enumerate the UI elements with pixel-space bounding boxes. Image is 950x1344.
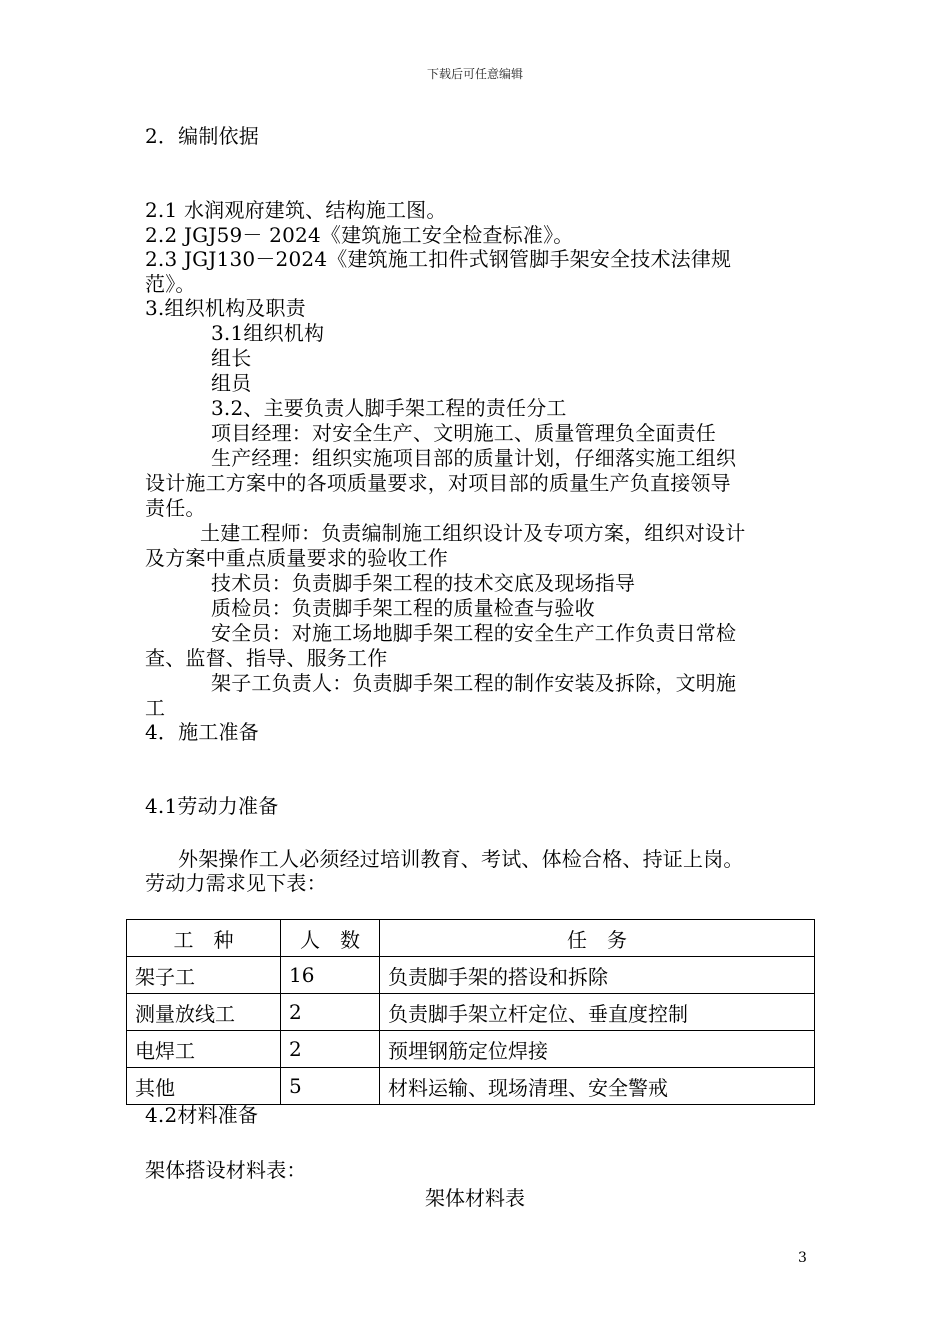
cell-task: 预埋钢筋定位焊接	[380, 1031, 815, 1068]
cell-task: 负责脚手架立杆定位、垂直度控制	[380, 994, 815, 1031]
table-row	[127, 1031, 815, 1068]
duty-production-manager-line2: 设计施工方案中的各项质量要求，对项目部的质量生产负直接领导	[145, 471, 731, 495]
duty-scaffold-leader-line2: 工	[145, 696, 166, 720]
table-row	[127, 957, 815, 994]
duty-safety-officer-line1: 安全员：对施工场地脚手架工程的安全生产工作负责日常检	[211, 621, 737, 645]
page-header: 下载后可任意编辑	[426, 67, 523, 81]
header-task: 任 务	[380, 920, 815, 957]
item-2-3-line1: 2.3 JGJ130－2024《建筑施工扣件式钢管脚手架安全技术法律规	[145, 247, 732, 271]
cell-trade: 架子工	[127, 957, 281, 994]
item-3-2: 3.2、主要负责人脚手架工程的责任分工	[211, 396, 567, 420]
role-member: 组员	[211, 371, 252, 395]
labor-paragraph-line2: 劳动力需求见下表：	[145, 871, 327, 895]
cell-trade: 测量放线工	[127, 994, 281, 1031]
duty-quality-inspector: 质检员：负责脚手架工程的质量检查与验收	[211, 596, 595, 620]
item-2-2: 2.2 JGJ59－ 2024《建筑施工安全检查标准》。	[145, 223, 574, 247]
cell-trade: 电焊工	[127, 1031, 281, 1068]
material-intro: 架体搭设材料表：	[145, 1158, 307, 1182]
cell-task: 负责脚手架的搭设和拆除	[380, 957, 815, 994]
item-4-1: 4.1劳动力准备	[145, 794, 279, 818]
duty-safety-officer-line2: 查、监督、指导、服务工作	[145, 646, 388, 670]
cell-task: 材料运输、现场清理、安全警戒	[380, 1068, 815, 1105]
labor-table	[126, 919, 815, 1105]
cell-count: 2	[281, 994, 380, 1031]
header-trade: 工 种	[127, 920, 281, 957]
duty-project-manager: 项目经理：对安全生产、文明施工、质量管理负全面责任	[211, 421, 716, 445]
item-4-2: 4.2材料准备	[145, 1103, 259, 1127]
role-leader: 组长	[211, 346, 252, 370]
duty-civil-engineer-line2: 及方案中重点质量要求的验收工作	[145, 546, 448, 570]
duty-scaffold-leader-line1: 架子工负责人：负责脚手架工程的制作安装及拆除，文明施	[211, 671, 737, 695]
cell-count: 5	[281, 1068, 380, 1105]
page-number: 3	[798, 1250, 807, 1266]
section-4-title: 4．施工准备	[145, 720, 259, 744]
header-count: 人 数	[281, 920, 380, 957]
item-3-1: 3.1组织机构	[211, 321, 325, 345]
duty-production-manager-line1: 生产经理：组织实施项目部的质量计划，仔细落实施工组织	[211, 446, 737, 470]
section-2-title: 2．编制依据	[145, 124, 259, 148]
item-2-1: 2.1 水润观府建筑、结构施工图。	[145, 198, 447, 222]
labor-paragraph-line1: 外架操作工人必须经过培训教育、考试、体检合格、持证上岗。	[178, 847, 744, 871]
table-row	[127, 994, 815, 1031]
table-row	[127, 1068, 815, 1105]
table-header-row	[127, 920, 815, 957]
cell-trade: 其他	[127, 1068, 281, 1105]
cell-count: 2	[281, 1031, 380, 1068]
duty-civil-engineer-line1: 土建工程师：负责编制施工组织设计及专项方案，组织对设计	[200, 521, 746, 545]
item-2-3-line2: 范》。	[145, 272, 196, 296]
cell-count: 16	[281, 957, 380, 994]
duty-production-manager-line3: 责任。	[145, 496, 206, 520]
section-3-title: 3.组织机构及职责	[145, 296, 306, 320]
material-table-caption: 架体材料表	[425, 1186, 525, 1210]
duty-technician: 技术员：负责脚手架工程的技术交底及现场指导	[211, 571, 636, 595]
